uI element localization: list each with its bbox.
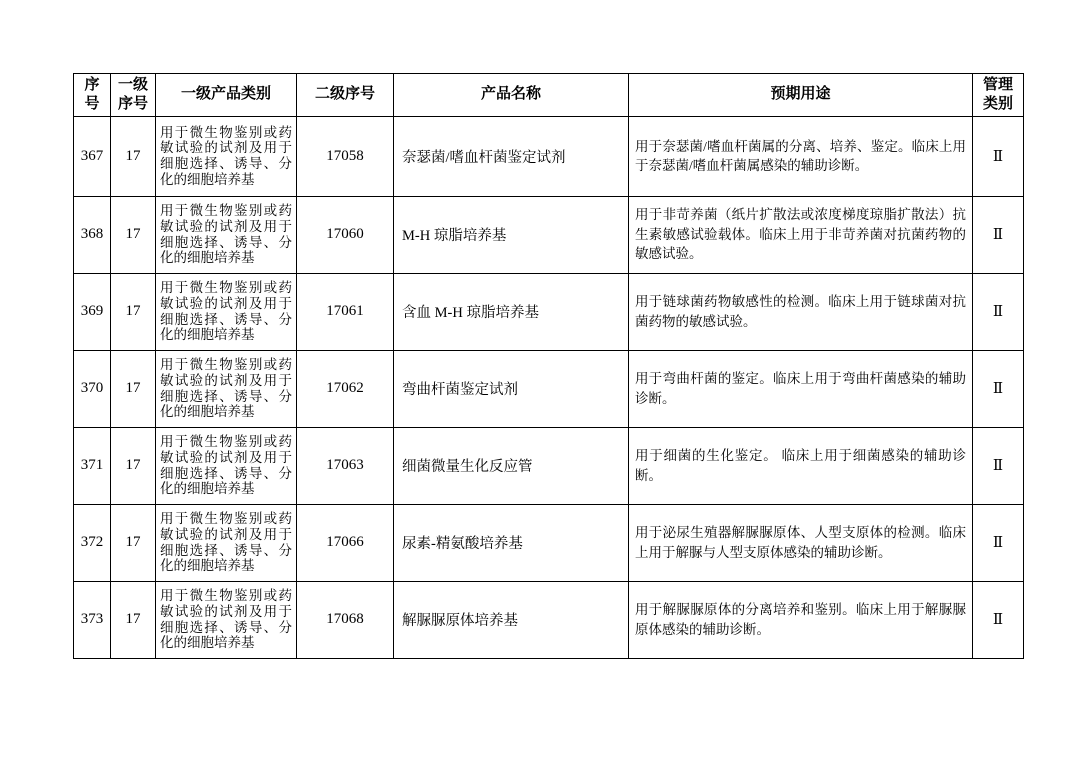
level1-seq-cell: 17 <box>111 273 156 350</box>
product-name-cell: 尿素-精氨酸培养基 <box>394 504 629 581</box>
level1-seq-cell: 17 <box>111 116 156 196</box>
mgmt-class-cell: Ⅱ <box>973 273 1024 350</box>
category-cell: 用于微生物鉴别或药敏试验的试剂及用于细胞选择、诱导、分化的细胞培养基 <box>156 196 297 273</box>
seq-cell: 369 <box>74 273 111 350</box>
column-header-mgmt-class: 管理类别 <box>973 74 1024 117</box>
table-row <box>74 196 1024 273</box>
intended-use-cell: 用于链球菌药物敏感性的检测。临床上用于链球菌对抗菌药物的敏感试验。 <box>629 273 973 350</box>
level2-seq-cell: 17058 <box>297 116 394 196</box>
column-header-level1-seq: 一级序号 <box>111 74 156 117</box>
table-row <box>74 504 1024 581</box>
product-classification-table <box>73 73 1024 659</box>
table-row <box>74 350 1024 427</box>
level1-seq-cell: 17 <box>111 196 156 273</box>
level2-seq-cell: 17062 <box>297 350 394 427</box>
level1-seq-cell: 17 <box>111 427 156 504</box>
seq-cell: 372 <box>74 504 111 581</box>
seq-cell: 373 <box>74 581 111 658</box>
mgmt-class-cell: Ⅱ <box>973 504 1024 581</box>
product-name-cell: M-H 琼脂培养基 <box>394 196 629 273</box>
column-header-intended-use: 预期用途 <box>629 74 973 117</box>
category-cell: 用于微生物鉴别或药敏试验的试剂及用于细胞选择、诱导、分化的细胞培养基 <box>156 427 297 504</box>
level2-seq-cell: 17063 <box>297 427 394 504</box>
table-row <box>74 581 1024 658</box>
seq-cell: 368 <box>74 196 111 273</box>
level1-seq-cell: 17 <box>111 350 156 427</box>
mgmt-class-cell: Ⅱ <box>973 427 1024 504</box>
category-cell: 用于微生物鉴别或药敏试验的试剂及用于细胞选择、诱导、分化的细胞培养基 <box>156 116 297 196</box>
column-header-seq: 序号 <box>74 74 111 117</box>
level2-seq-cell: 17066 <box>297 504 394 581</box>
intended-use-cell: 用于解脲脲原体的分离培养和鉴别。临床上用于解脲脲原体感染的辅助诊断。 <box>629 581 973 658</box>
product-name-cell: 解脲脲原体培养基 <box>394 581 629 658</box>
level2-seq-cell: 17060 <box>297 196 394 273</box>
table-row <box>74 273 1024 350</box>
category-cell: 用于微生物鉴别或药敏试验的试剂及用于细胞选择、诱导、分化的细胞培养基 <box>156 504 297 581</box>
category-cell: 用于微生物鉴别或药敏试验的试剂及用于细胞选择、诱导、分化的细胞培养基 <box>156 350 297 427</box>
level2-seq-cell: 17061 <box>297 273 394 350</box>
mgmt-class-cell: Ⅱ <box>973 116 1024 196</box>
intended-use-cell: 用于泌尿生殖器解脲脲原体、人型支原体的检测。临床上用于解脲与人型支原体感染的辅助诊断。 <box>629 504 973 581</box>
category-cell: 用于微生物鉴别或药敏试验的试剂及用于细胞选择、诱导、分化的细胞培养基 <box>156 581 297 658</box>
seq-cell: 370 <box>74 350 111 427</box>
table-header <box>74 74 1024 117</box>
product-name-cell: 弯曲杆菌鉴定试剂 <box>394 350 629 427</box>
table-row <box>74 116 1024 196</box>
category-cell: 用于微生物鉴别或药敏试验的试剂及用于细胞选择、诱导、分化的细胞培养基 <box>156 273 297 350</box>
column-header-product-name: 产品名称 <box>394 74 629 117</box>
product-name-cell: 细菌微量生化反应管 <box>394 427 629 504</box>
intended-use-cell: 用于弯曲杆菌的鉴定。临床上用于弯曲杆菌感染的辅助诊断。 <box>629 350 973 427</box>
seq-cell: 367 <box>74 116 111 196</box>
column-header-level1-category: 一级产品类别 <box>156 74 297 117</box>
level1-seq-cell: 17 <box>111 581 156 658</box>
mgmt-class-cell: Ⅱ <box>973 350 1024 427</box>
mgmt-class-cell: Ⅱ <box>973 581 1024 658</box>
seq-cell: 371 <box>74 427 111 504</box>
column-header-level2-seq: 二级序号 <box>297 74 394 117</box>
mgmt-class-cell: Ⅱ <box>973 196 1024 273</box>
table-body <box>74 116 1024 658</box>
table-row <box>74 427 1024 504</box>
header-row <box>74 74 1024 117</box>
intended-use-cell: 用于细菌的生化鉴定。 临床上用于细菌感染的辅助诊断。 <box>629 427 973 504</box>
product-name-cell: 含血 M-H 琼脂培养基 <box>394 273 629 350</box>
intended-use-cell: 用于非苛养菌（纸片扩散法或浓度梯度琼脂扩散法）抗生素敏感试验载体。临床上用于非苛养菌对抗菌药物的敏感试验。 <box>629 196 973 273</box>
product-name-cell: 奈瑟菌/嗜血杆菌鉴定试剂 <box>394 116 629 196</box>
level1-seq-cell: 17 <box>111 504 156 581</box>
intended-use-cell: 用于奈瑟菌/嗜血杆菌属的分离、培养、鉴定。临床上用于奈瑟菌/嗜血杆菌属感染的辅助诊断。 <box>629 116 973 196</box>
level2-seq-cell: 17068 <box>297 581 394 658</box>
